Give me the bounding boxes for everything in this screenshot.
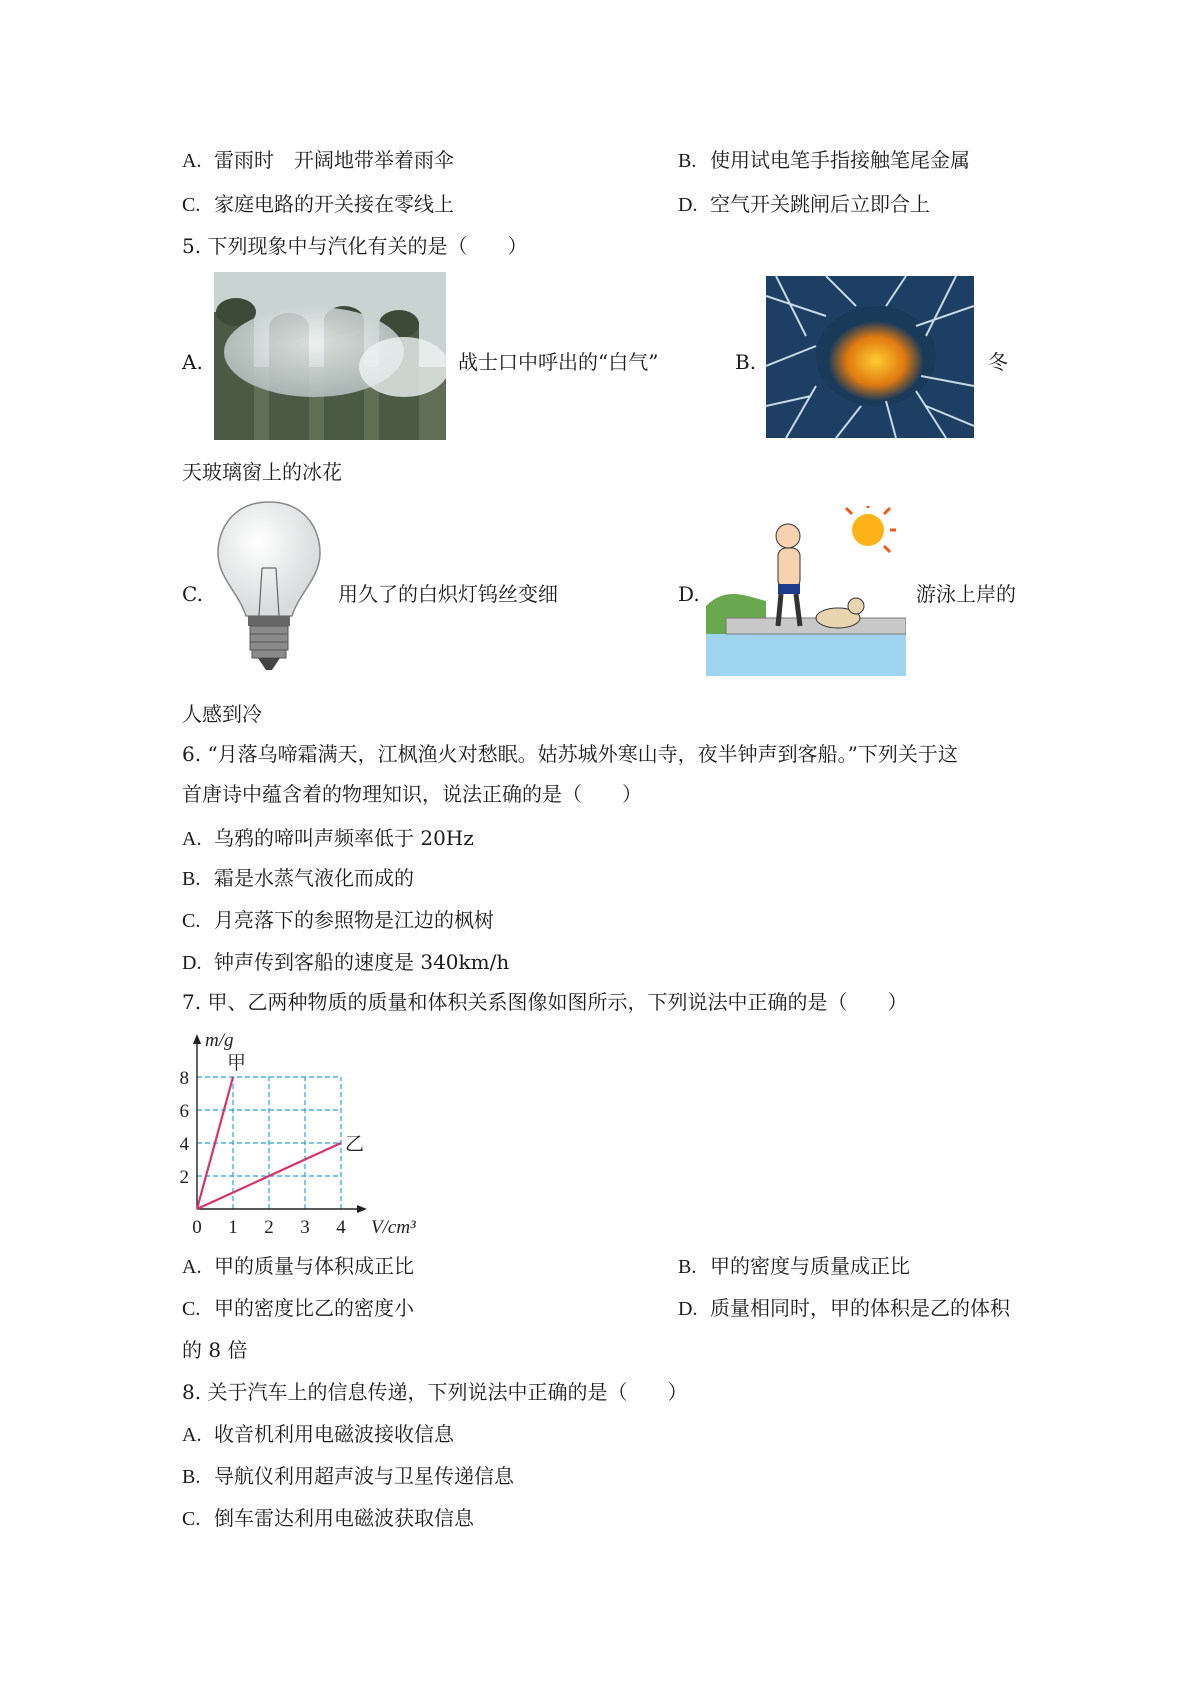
y-tick-label: 6 <box>179 1101 189 1122</box>
y-tick-label: 2 <box>179 1167 189 1188</box>
q8-stem: 8. 关于汽车上的信息传递，下列说法中正确的是（ ） <box>182 1380 688 1404</box>
q4-option-d: D. 空气开关跳闸后立即合上 <box>678 192 930 216</box>
q7-option-c: C. 甲的密度比乙的密度小 <box>182 1296 414 1320</box>
q4-option-a: A. 雷雨时 开阔地带举着雨伞 <box>182 148 454 172</box>
q4-option-b: B. 使用试电笔手指接触笔尾金属 <box>678 148 970 172</box>
y-axis-arrow <box>193 1034 201 1044</box>
q8-option-a: A. 收音机利用电磁波接收信息 <box>182 1422 454 1446</box>
q8-option-b: B. 导航仪利用超声波与卫星传递信息 <box>182 1464 514 1488</box>
soldiers-breath-photo <box>214 272 446 440</box>
q6-stem-line2: 首唐诗中蕴含着的物理知识，说法正确的是（ ） <box>182 782 642 806</box>
frost-window-photo <box>766 276 974 438</box>
q5-option-b-text-part1: 冬 <box>988 350 1008 374</box>
q5-option-d-text-part2: 人感到冷 <box>182 702 262 726</box>
q5-option-a-text: 战士口中呼出的“白气” <box>458 350 659 374</box>
q7-option-d: D. 质量相同时，甲的体积是乙的体积 <box>678 1296 1010 1320</box>
x-tick-label: 4 <box>336 1217 346 1238</box>
y-tick-label: 8 <box>179 1068 189 1089</box>
q5-option-c-text: 用久了的白炽灯钨丝变细 <box>338 582 558 606</box>
x-tick-label: 1 <box>228 1217 238 1238</box>
q6-option-b: B. 霜是水蒸气液化而成的 <box>182 866 414 890</box>
mass-volume-chart <box>175 1030 435 1245</box>
q7-stem: 7. 甲、乙两种物质的质量和体积关系图像如图所示，下列说法中正确的是（ ） <box>182 990 908 1014</box>
q5-option-b-letter: B. <box>735 350 757 374</box>
incandescent-bulb-photo <box>214 498 324 680</box>
q6-option-c: C. 月亮落下的参照物是江边的枫树 <box>182 908 494 932</box>
x-tick-label: 3 <box>300 1217 310 1238</box>
x-tick-label: 2 <box>264 1217 274 1238</box>
q8-option-c: C. 倒车雷达利用电磁波获取信息 <box>182 1506 474 1530</box>
x-tick-label: 0 <box>192 1217 202 1238</box>
q5-option-d-text-part1: 游泳上岸的 <box>916 582 1016 606</box>
y-axis-label: m/g <box>205 1030 234 1051</box>
q7-option-d-continuation: 的 8 倍 <box>182 1338 248 1362</box>
q6-option-d: D. 钟声传到客船的速度是 340km/h <box>182 950 510 974</box>
q6-option-a: A. 乌鸦的啼叫声频率低于 20Hz <box>182 826 474 850</box>
q7-option-a: A. 甲的质量与体积成正比 <box>182 1254 414 1278</box>
q5-option-a-letter: A. <box>182 350 203 374</box>
q5-option-d-letter: D. <box>678 582 700 606</box>
x-axis-label: V/cm³ <box>371 1217 416 1238</box>
q7-option-b: B. 甲的密度与质量成正比 <box>678 1254 910 1278</box>
q5-stem: 5. 下列现象中与汽化有关的是（ ） <box>182 234 528 258</box>
q4-option-c: C. 家庭电路的开关接在零线上 <box>182 192 454 216</box>
series-label: 乙 <box>345 1134 365 1155</box>
q5-option-b-text-part2: 天玻璃窗上的冰花 <box>182 460 342 484</box>
series-label: 甲 <box>227 1053 247 1074</box>
q6-stem-line1: 6. “月落乌啼霜满天，江枫渔火对愁眠。姑苏城外寒山寺，夜半钟声到客船。”下列关于这 <box>182 742 958 766</box>
swimmer-cartoon <box>706 506 906 676</box>
y-tick-label: 4 <box>179 1134 189 1155</box>
series-line <box>197 1077 233 1209</box>
x-axis-arrow <box>357 1205 367 1213</box>
q5-option-c-letter: C. <box>182 582 203 606</box>
